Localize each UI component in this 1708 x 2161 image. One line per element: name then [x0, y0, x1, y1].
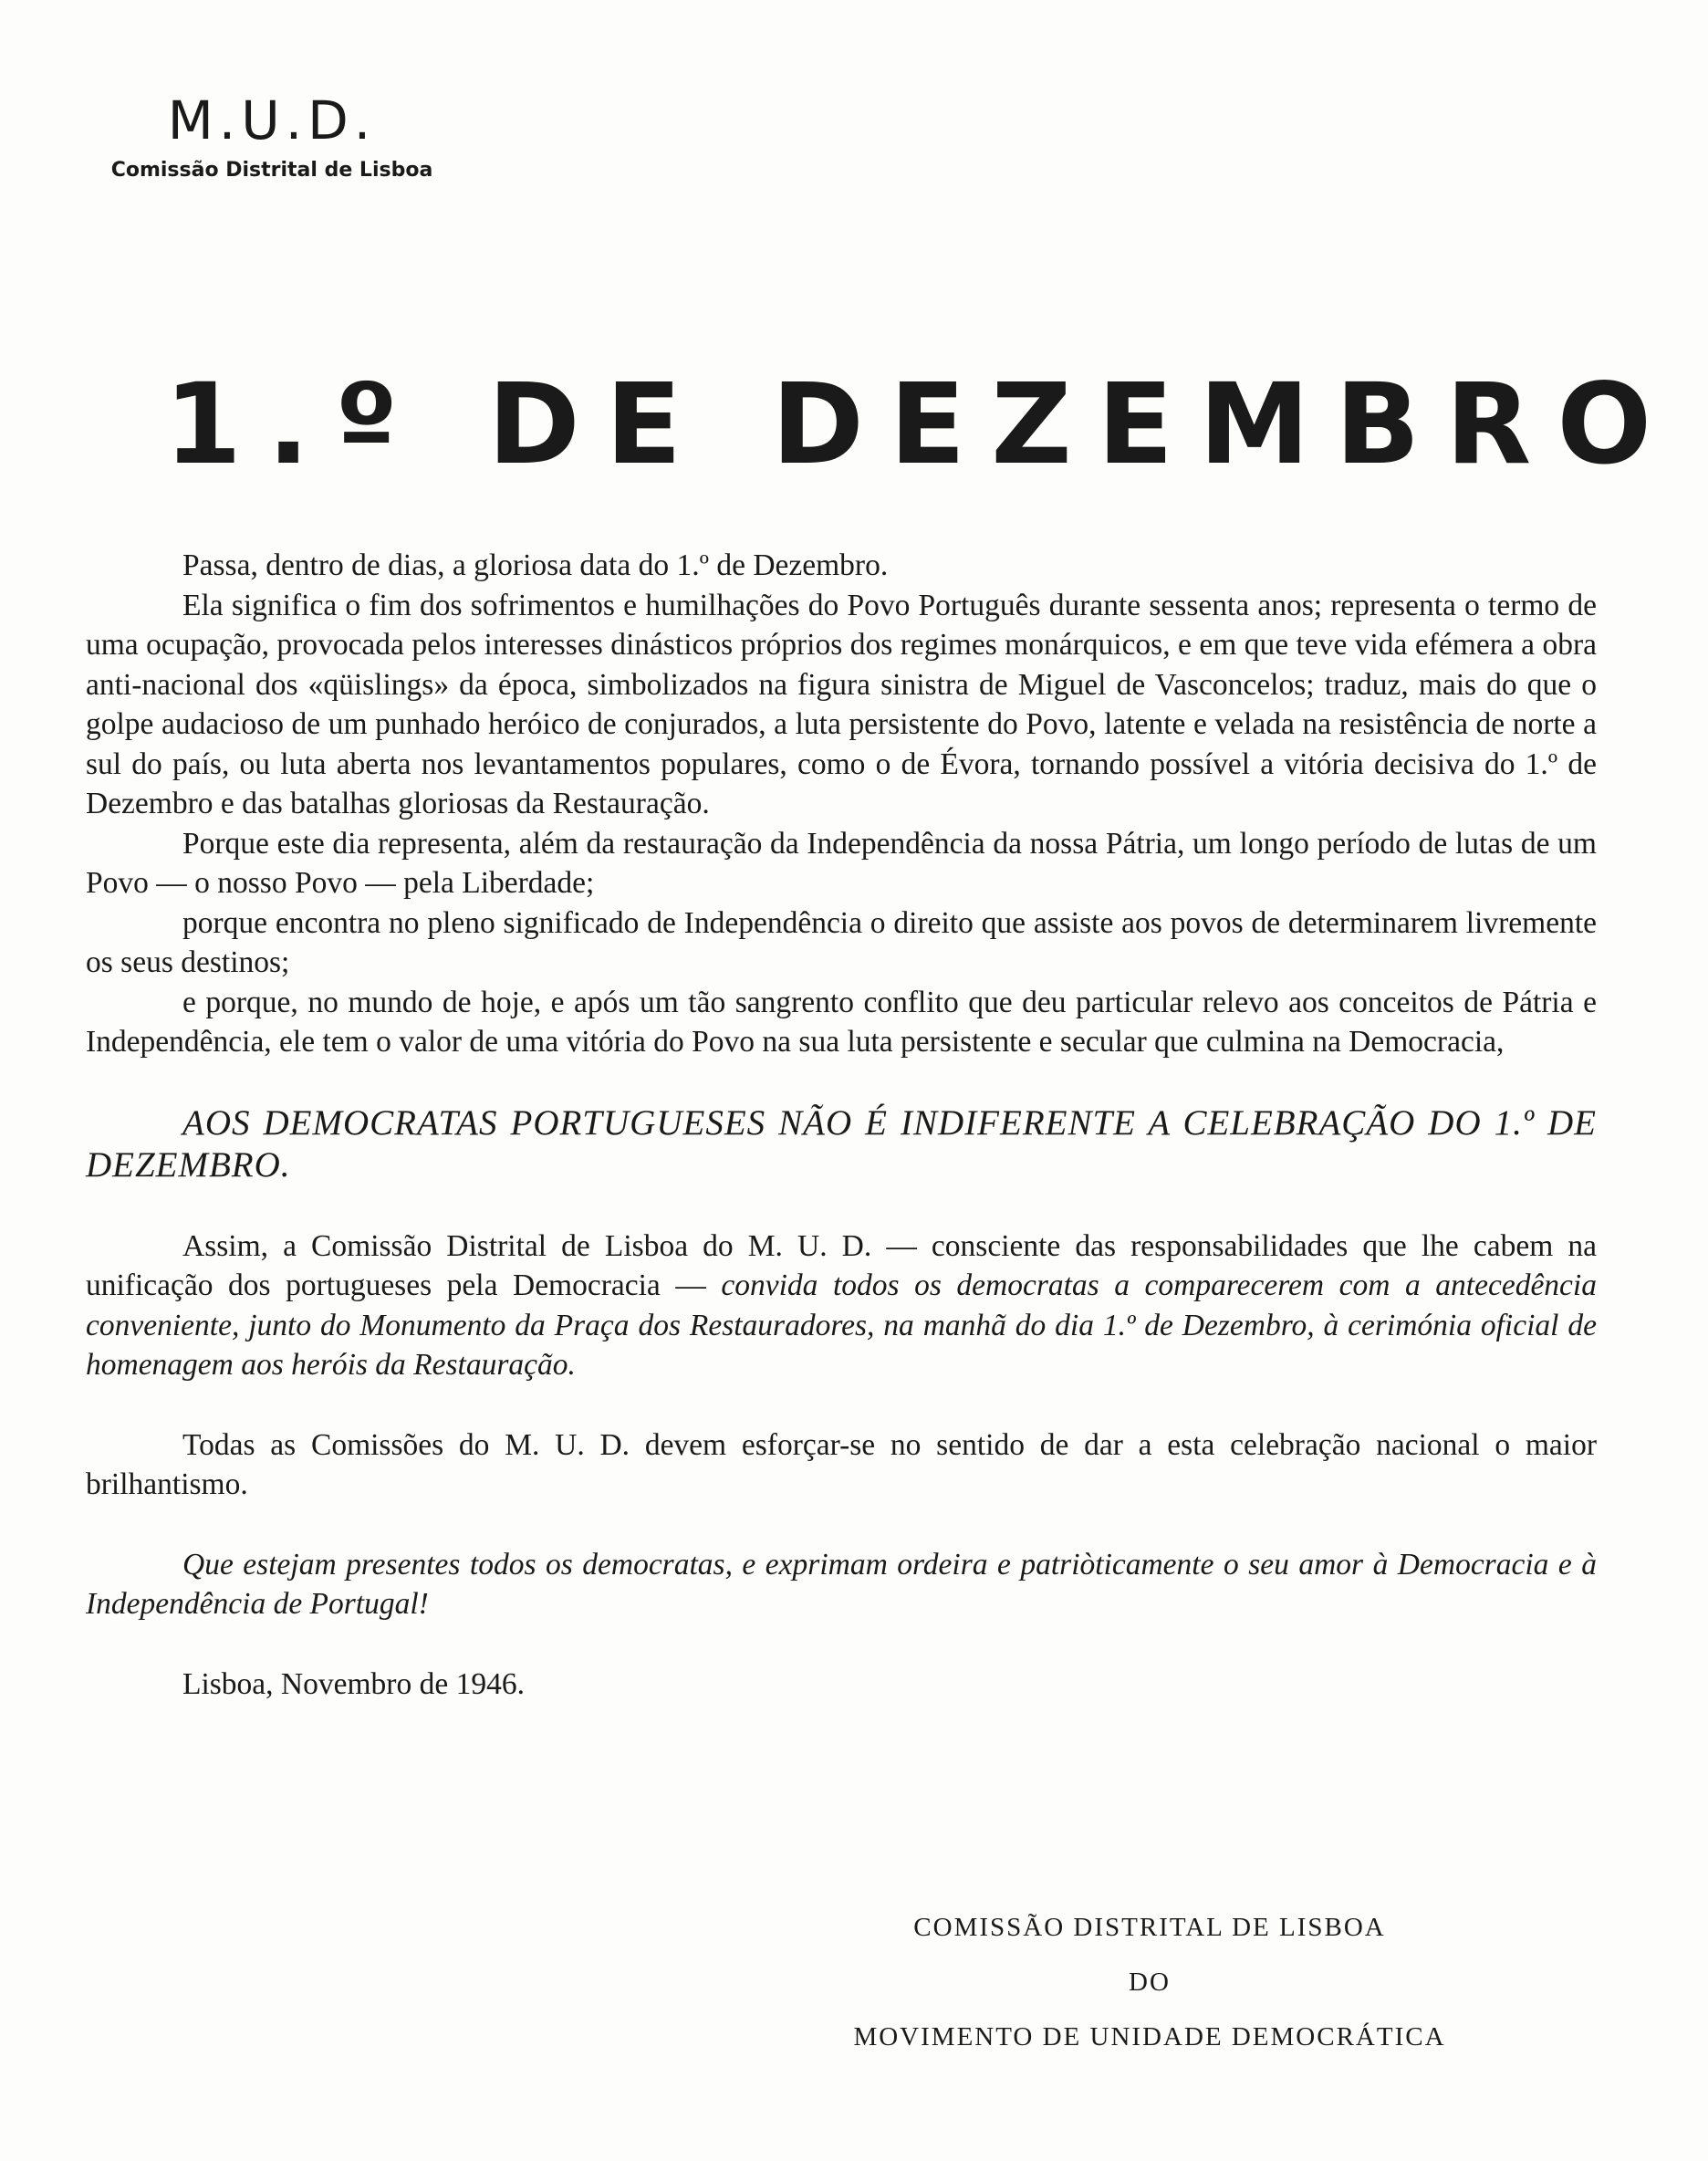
dateline: Lisboa, Novembro de 1946. — [182, 1666, 525, 1701]
paragraph-5: e porque, no mundo de hoje, e após um tão sangrento conflito que deu particular relevo aos conceitos de Pátria e Independência, ele tem o valor de uma vitória do Povo na sua luta persistente e secular que culmina na Democracia, — [86, 985, 1597, 1059]
signature-line-1: COMISSÃO DISTRITAL DE LISBOA — [913, 1913, 1386, 1942]
paragraph-6-plain: Assim, a Comissão Distrital de Lisboa do M. U. D. — consciente das responsabilidades que lhe cabem na unificação dos portugueses pela Democracia — — [86, 1228, 1597, 1302]
paragraph-4: porque encontra no pleno significado de Independência o direito que assiste aos povos de determinarem livremente os seus destinos; — [86, 905, 1597, 979]
document-title: 1.º DE DEZEMBRO — [164, 360, 1678, 489]
paragraph-8: Que estejam presentes todos os democratas, e exprimam ordeira e patriòticamente o seu amor à Democracia e à Independência de Portugal! — [86, 1547, 1597, 1621]
paragraph-2: Ela significa o fim dos sofrimentos e humilhações do Povo Português durante sessenta anos; representa o termo de uma ocupação, provocada pelos interesses dinásticos próprios dos regimes monárquicos, e em que teve vida efémera a obra anti-nacional dos «qüislings» da época, simbolizados na figura sinistra de Miguel de Vasconcelos; traduz, mais do que o golpe audacioso de um punhado heróico de conjurados, a luta persistente do Povo, latente e velada na resistência de norte a sul do país, ou luta aberta nos levantamentos populares, como o de Évora, tornando possível a vitória decisiva do 1.º de Dezembro e das batalhas gloriosas da Restauração. — [86, 588, 1597, 820]
paragraph-6-italic: convida todos os democratas a comparecerem com a antecedência conveniente, junto do Monumento da Praça dos Restauradores, na manhã do dia 1.º de Dezembro, à cerimónia oficial de homenagem aos heróis da Restauração. — [86, 1268, 1597, 1382]
paragraph-7: Todas as Comissões do M. U. D. devem esforçar-se no sentido de dar a esta celebração nacional o maior brilhantismo. — [86, 1427, 1597, 1501]
paragraph-1: Passa, dentro de dias, a gloriosa data do 1.º de Dezembro. — [182, 548, 889, 582]
organization-subtitle: Comissão Distrital de Lisboa — [110, 159, 433, 182]
signature-line-2: DO — [1129, 1968, 1171, 1997]
paragraph-3: Porque este dia representa, além da restauração da Independência da nossa Pátria, um longo período de lutas de um Povo — o nosso Povo — pela Liberdade; — [86, 826, 1597, 900]
signature-block — [766, 1900, 1533, 2064]
organization-header — [89, 91, 454, 182]
document-body — [86, 546, 1597, 1704]
signature-line-3: MOVIMENTO DE UNIDADE DEMOCRÁTICA — [853, 2022, 1446, 2051]
paragraph-6 — [86, 1227, 1597, 1385]
organization-acronym: M.U.D. — [167, 89, 377, 151]
emphasis-statement: AOS DEMOCRATAS PORTUGUESES NÃO É INDIFERENTE A CELEBRAÇÃO DO 1.º DE DEZEMBRO. — [86, 1102, 1597, 1185]
